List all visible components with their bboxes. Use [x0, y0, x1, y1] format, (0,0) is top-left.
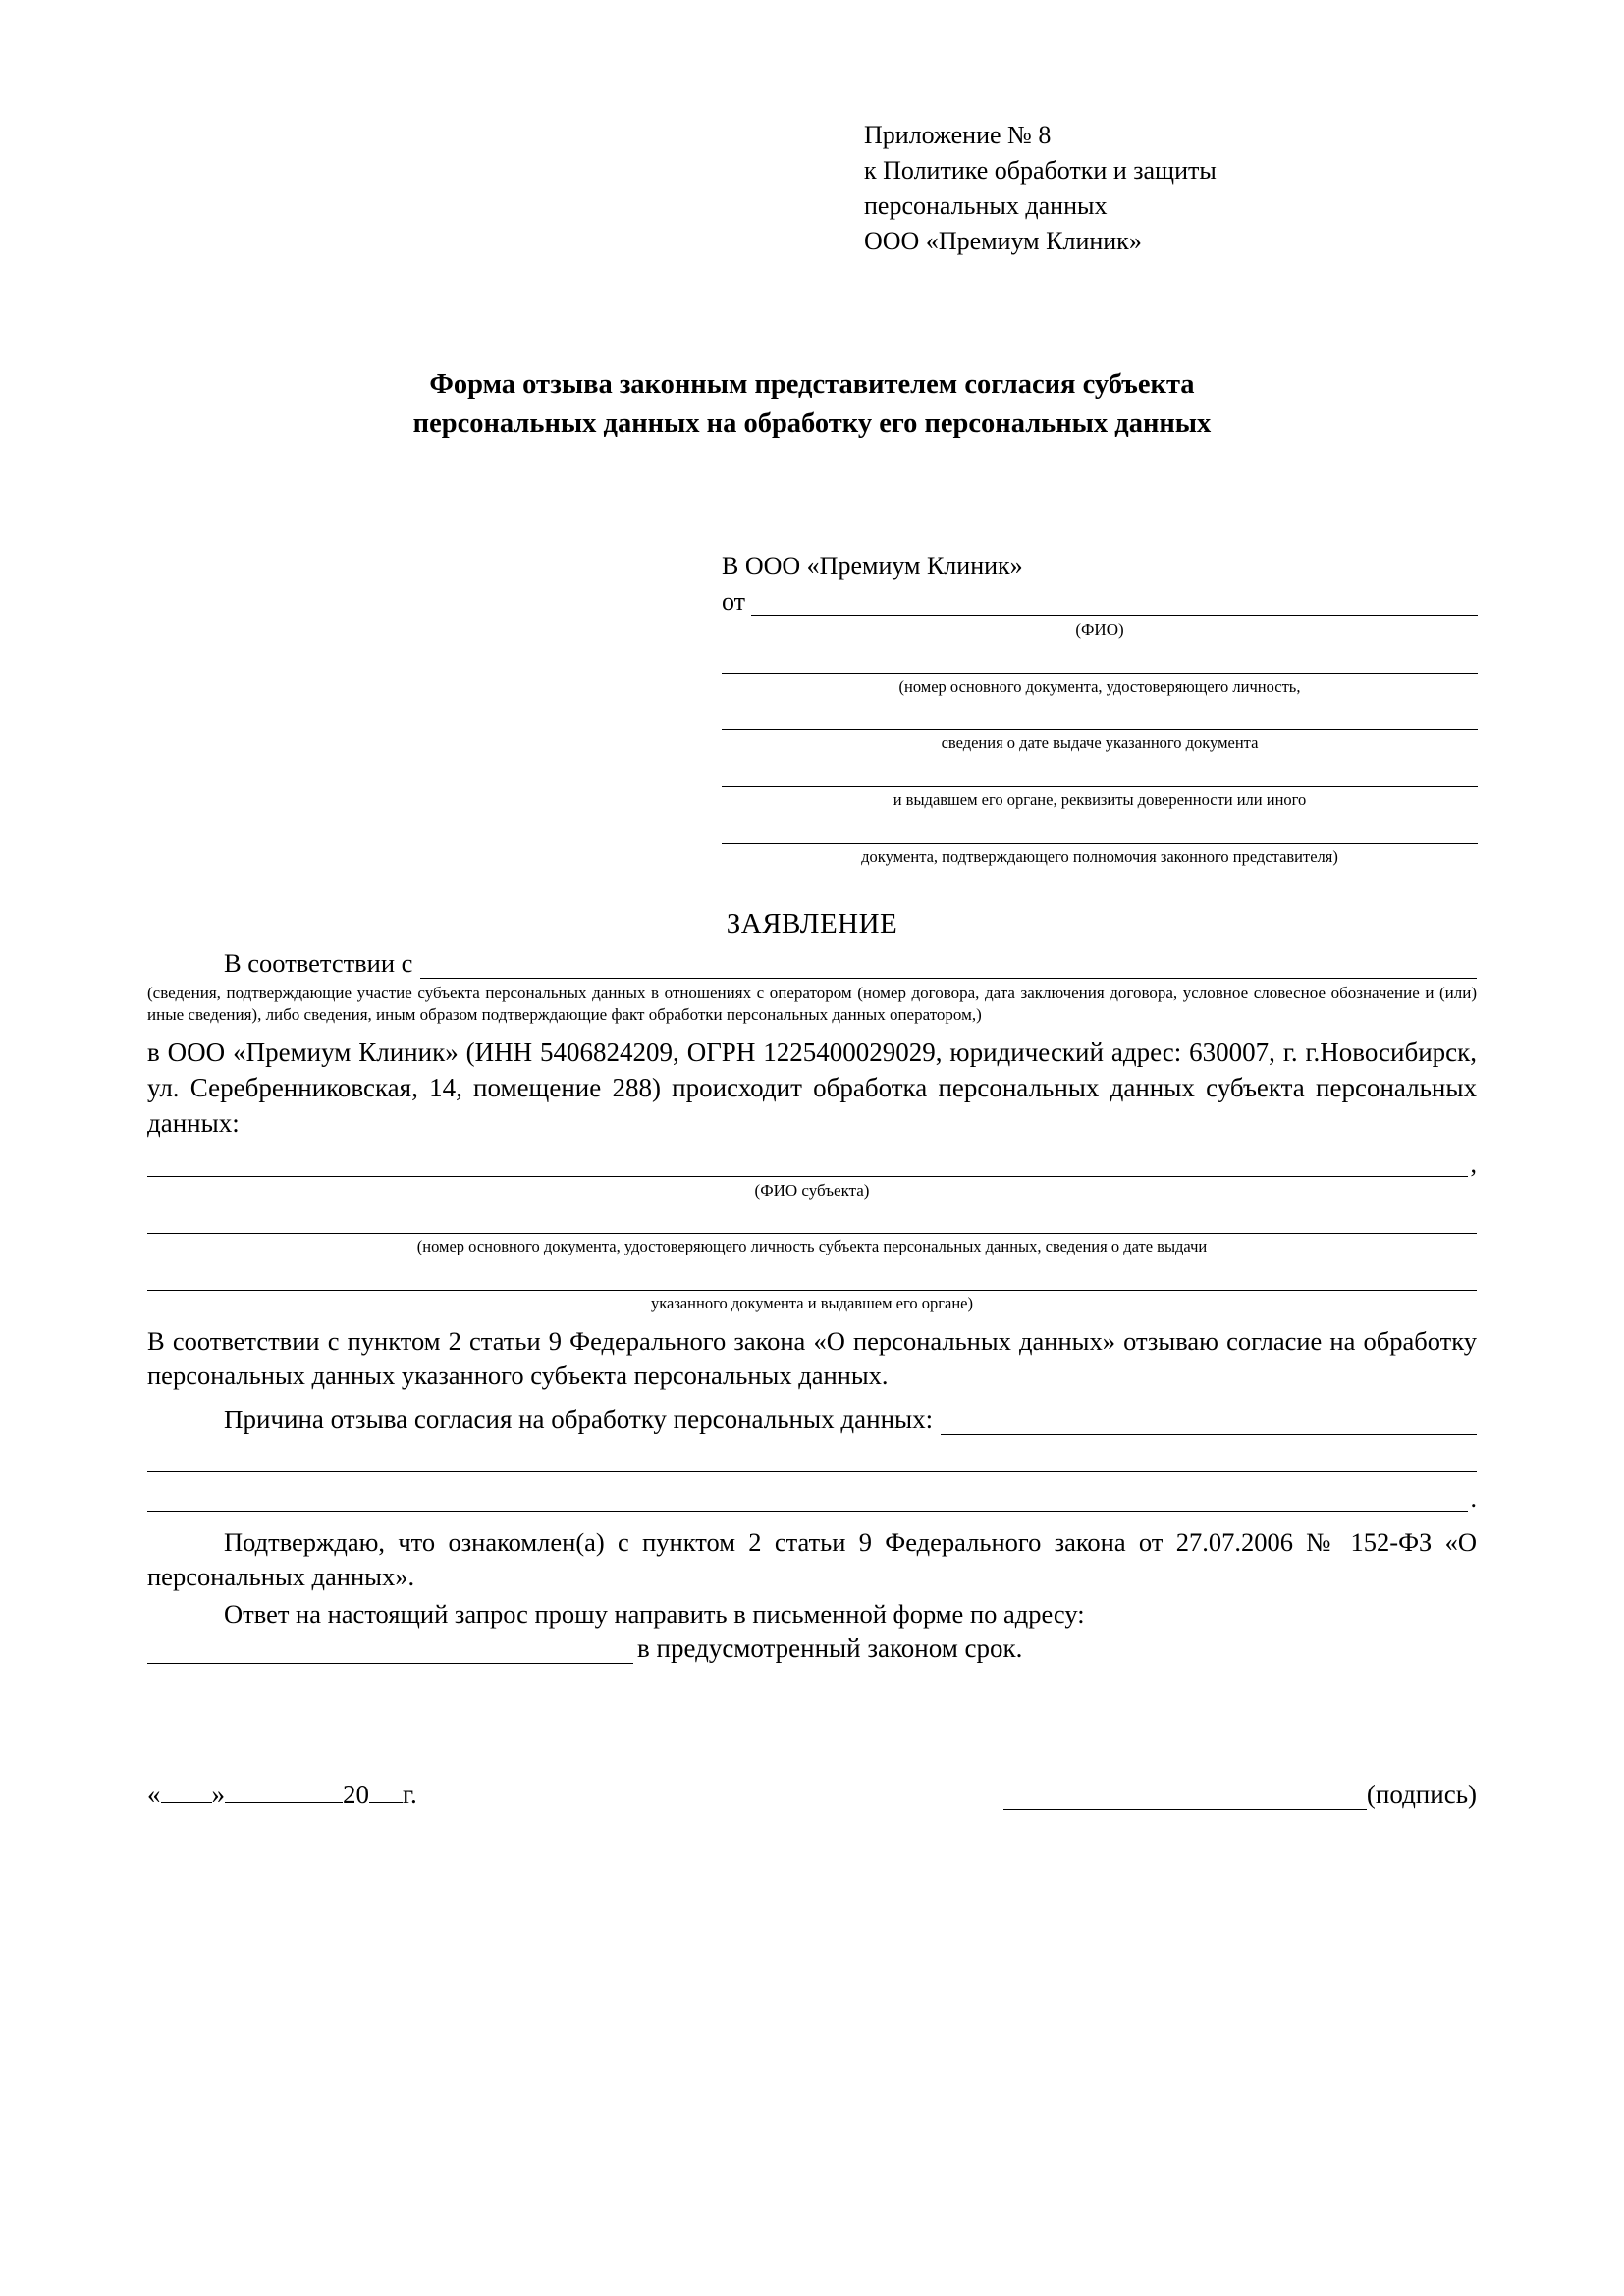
signature-row [147, 1780, 1477, 1810]
from-fio-input[interactable] [751, 594, 1478, 616]
confirm-paragraph: Подтверждаю, что ознакомлен(а) с пунктом 2 статьи 9 Федерального закона от 27.07.2006 № 152-ФЗ «О персональных данных». [147, 1527, 1477, 1592]
date-quote-open: « [147, 1779, 161, 1809]
subject-fio-input[interactable] [147, 1153, 1468, 1177]
doc-number-input[interactable] [722, 651, 1478, 674]
caption-subject-fio: (ФИО субъекта) [754, 1181, 870, 1201]
answer-paragraph: Ответ на настоящий запрос прошу направить в письменной форме по адресу: [224, 1598, 1085, 1629]
date-quote-close: » [211, 1779, 225, 1809]
date-year-suffix: г. [403, 1779, 417, 1809]
caption-doc-date: сведения о дате выдаче указанного документа [941, 733, 1259, 753]
reason-row [147, 1405, 1477, 1435]
addressee-block [722, 552, 1478, 867]
doc-authority-input[interactable] [722, 821, 1478, 844]
date-field[interactable] [147, 1780, 417, 1810]
organization-paragraph: в ООО «Премиум Клиник» (ИНН 5406824209, ОГРН 1225400029029, юридический адрес: 630007, г. г.Новосибирск, ул. Серебренниковская, 14, помещение 288) происходит обработка персональных данных субъекта персональных данных: [147, 1038, 1477, 1139]
date-day-input[interactable] [161, 1783, 212, 1803]
appendix-header-line-4: ООО «Премиум Клиник» [864, 226, 1142, 255]
date-month-input[interactable] [225, 1783, 343, 1803]
caption-doc-number: (номер основного документа, удостоверяющего личность, [898, 676, 1301, 696]
doc-organ-input[interactable] [722, 764, 1478, 787]
subject-fio-comma: , [1470, 1149, 1477, 1179]
signature-input[interactable] [1003, 1786, 1367, 1810]
answer-address-tail: в предусмотренный законом срок. [637, 1632, 1023, 1663]
date-year-prefix: 20 [343, 1779, 369, 1809]
date-year-input[interactable] [369, 1783, 403, 1803]
reason-input-2[interactable] [147, 1449, 1477, 1472]
addressee-organization: В ООО «Премиум Клиник» [722, 552, 1023, 581]
document-title-line-1: Форма отзыва законным представителем согласия субъекта [429, 368, 1195, 400]
from-row [722, 587, 1478, 616]
accordance-note [147, 983, 1477, 1026]
statement-title: ЗАЯВЛЕНИЕ [726, 908, 898, 940]
accordance-note-text: (сведения, подтверждающие участие субъекта персональных данных в отношениях с оператором (номер договора, дата заключения договора, условное словесное обозначение и (или) иные сведения), либо сведения, иным образом подтверждающие факт обработки персональных данных оператором,) [147, 984, 1477, 1025]
subject-doc-input[interactable] [147, 1210, 1477, 1234]
reason-input-1[interactable] [941, 1413, 1477, 1435]
appendix-header-line-3: персональных данных [864, 190, 1108, 220]
subject-fio-row [147, 1151, 1477, 1177]
doc-date-input[interactable] [722, 707, 1478, 730]
caption-doc-authority: документа, подтверждающего полномочия законного представителя) [861, 846, 1338, 866]
accordance-input[interactable] [420, 956, 1477, 979]
document-title [147, 365, 1477, 445]
signature-label: (подпись) [1366, 1779, 1477, 1809]
reason-input-3[interactable] [147, 1488, 1468, 1512]
document-title-line-2: персональных данных на обработку его персональных данных [412, 407, 1212, 439]
accordance-row [147, 948, 1477, 979]
answer-address-input[interactable] [147, 1639, 633, 1664]
from-label: от [722, 587, 746, 616]
accordance-label: В соответствии с [224, 948, 413, 979]
reason-period: . [1470, 1484, 1477, 1514]
caption-doc-organ: и выдавшем его органе, реквизиты доверенности или иного [893, 789, 1307, 809]
subject-doc-input-2[interactable] [147, 1267, 1477, 1291]
appendix-header [864, 118, 1477, 259]
reason-row-3 [147, 1486, 1477, 1512]
appendix-header-line-1: Приложение № 8 [864, 121, 1052, 149]
revoke-paragraph: В соответствии с пунктом 2 статьи 9 Федерального закона «О персональных данных» отзываю согласие на обработку персональных данных указанного субъекта персональных данных. [147, 1325, 1477, 1390]
appendix-header-line-2: к Политике обработки и защиты [864, 155, 1217, 185]
caption-fio: (ФИО) [1075, 620, 1124, 640]
caption-subject-doc-2: указанного документа и выдавшем его органе) [651, 1293, 973, 1312]
reason-label: Причина отзыва согласия на обработку персональных данных: [224, 1405, 934, 1435]
answer-address-row [147, 1633, 1477, 1664]
document-content [147, 118, 1477, 1810]
caption-subject-doc: (номер основного документа, удостоверяющего личность субъекта персональных данных, сведения о дате выдачи [416, 1237, 1208, 1256]
